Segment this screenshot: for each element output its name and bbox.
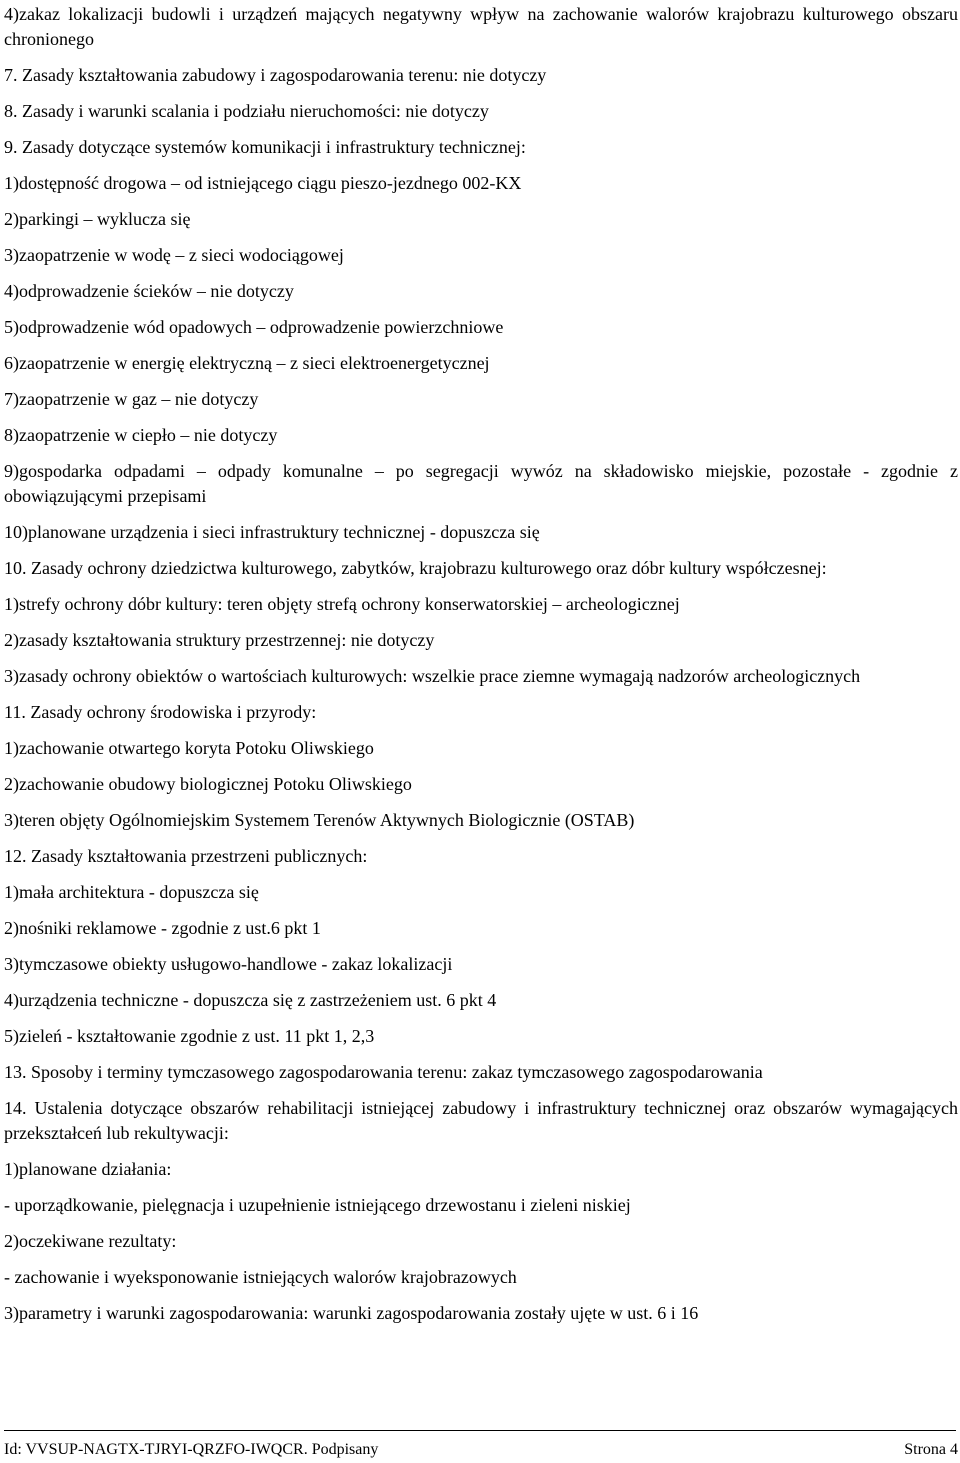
paragraph: 1)planowane działania: bbox=[4, 1159, 172, 1179]
paragraph: 3)zasady ochrony obiektów o wartościach kulturowych: wszelkie prace ziemne wymagają nadzorów archeologicznych bbox=[4, 666, 861, 686]
paragraph: 2)nośniki reklamowe - zgodnie z ust.6 pkt 1 bbox=[4, 918, 321, 938]
paragraph: 1)strefy ochrony dóbr kultury: teren objęty strefą ochrony konserwatorskiej – archeologicznej bbox=[4, 594, 680, 614]
paragraph: 10. Zasady ochrony dziedzictwa kulturowego, zabytków, krajobrazu kulturowego oraz dóbr kultury współczesnej: bbox=[4, 558, 827, 578]
paragraph: 3)tymczasowe obiekty usługowo-handlowe - zakaz lokalizacji bbox=[4, 954, 453, 974]
paragraph: 13. Sposoby i terminy tymczasowego zagospodarowania terenu: zakaz tymczasowego zagospodarowania bbox=[4, 1062, 763, 1082]
paragraph: - zachowanie i wyeksponowanie istniejących walorów krajobrazowych bbox=[4, 1267, 517, 1287]
paragraph: 7)zaopatrzenie w gaz – nie dotyczy bbox=[4, 389, 259, 409]
paragraph: 3)parametry i warunki zagospodarowania: warunki zagospodarowania zostały ujęte w ust. 6 i 16 bbox=[4, 1303, 699, 1323]
paragraph: 11. Zasady ochrony środowiska i przyrody: bbox=[4, 702, 317, 722]
page-footer bbox=[4, 1440, 958, 1460]
paragraph: 4)urządzenia techniczne - dopuszcza się z zastrzeżeniem ust. 6 pkt 4 bbox=[4, 990, 497, 1010]
paragraph: 5)odprowadzenie wód opadowych – odprowadzenie powierzchniowe bbox=[4, 317, 504, 337]
paragraph: 2)zachowanie obudowy biologicznej Potoku Oliwskiego bbox=[4, 774, 412, 794]
page-number: Strona 4 bbox=[904, 1441, 958, 1458]
paragraph: 14. Ustalenia dotyczące obszarów rehabilitacji istniejącej zabudowy i infrastruktury technicznej oraz obszarów wymagających przekształceń lub rekultywacji: bbox=[4, 1098, 958, 1143]
paragraph: 3)zaopatrzenie w wodę – z sieci wodociągowej bbox=[4, 245, 344, 265]
paragraph: 9)gospodarka odpadami – odpady komunalne – po segregacji wywóz na składowisko miejskie, pozostałe - zgodnie z obowiązującymi przepisami bbox=[4, 461, 958, 506]
paragraph: 4)zakaz lokalizacji budowli i urządzeń mających negatywny wpływ na zachowanie walorów krajobrazu kulturowego obszaru chronionego bbox=[4, 4, 958, 49]
document-id: Id: VVSUP-NAGTX-TJRYI-QRZFO-IWQCR. Podpisany bbox=[4, 1441, 379, 1458]
paragraph: 3)teren objęty Ogólnomiejskim Systemem Terenów Aktywnych Biologicznie (OSTAB) bbox=[4, 810, 635, 830]
paragraph: 2)oczekiwane rezultaty: bbox=[4, 1231, 177, 1251]
paragraph: 5)zieleń - kształtowanie zgodnie z ust. 11 pkt 1, 2,3 bbox=[4, 1026, 375, 1046]
paragraph: - uporządkowanie, pielęgnacja i uzupełnienie istniejącego drzewostanu i zieleni niskiej bbox=[4, 1195, 631, 1215]
paragraph: 1)mała architektura - dopuszcza się bbox=[4, 882, 259, 902]
footer-divider bbox=[4, 1430, 956, 1431]
paragraph: 6)zaopatrzenie w energię elektryczną – z sieci elektroenergetycznej bbox=[4, 353, 490, 373]
paragraph: 8)zaopatrzenie w ciepło – nie dotyczy bbox=[4, 425, 278, 445]
paragraph: 7. Zasady kształtowania zabudowy i zagospodarowania terenu: nie dotyczy bbox=[4, 65, 547, 85]
paragraph: 4)odprowadzenie ścieków – nie dotyczy bbox=[4, 281, 294, 301]
paragraph: 10)planowane urządzenia i sieci infrastruktury technicznej - dopuszcza się bbox=[4, 522, 540, 542]
document-body bbox=[4, 2, 958, 1326]
paragraph: 1)dostępność drogowa – od istniejącego ciągu pieszo-jezdnego 002-KX bbox=[4, 173, 522, 193]
paragraph: 2)parkingi – wyklucza się bbox=[4, 209, 191, 229]
paragraph: 1)zachowanie otwartego koryta Potoku Oliwskiego bbox=[4, 738, 374, 758]
paragraph: 2)zasady kształtowania struktury przestrzennej: nie dotyczy bbox=[4, 630, 435, 650]
paragraph: 9. Zasady dotyczące systemów komunikacji i infrastruktury technicznej: bbox=[4, 137, 526, 157]
paragraph: 12. Zasady kształtowania przestrzeni publicznych: bbox=[4, 846, 368, 866]
paragraph: 8. Zasady i warunki scalania i podziału nieruchomości: nie dotyczy bbox=[4, 101, 489, 121]
